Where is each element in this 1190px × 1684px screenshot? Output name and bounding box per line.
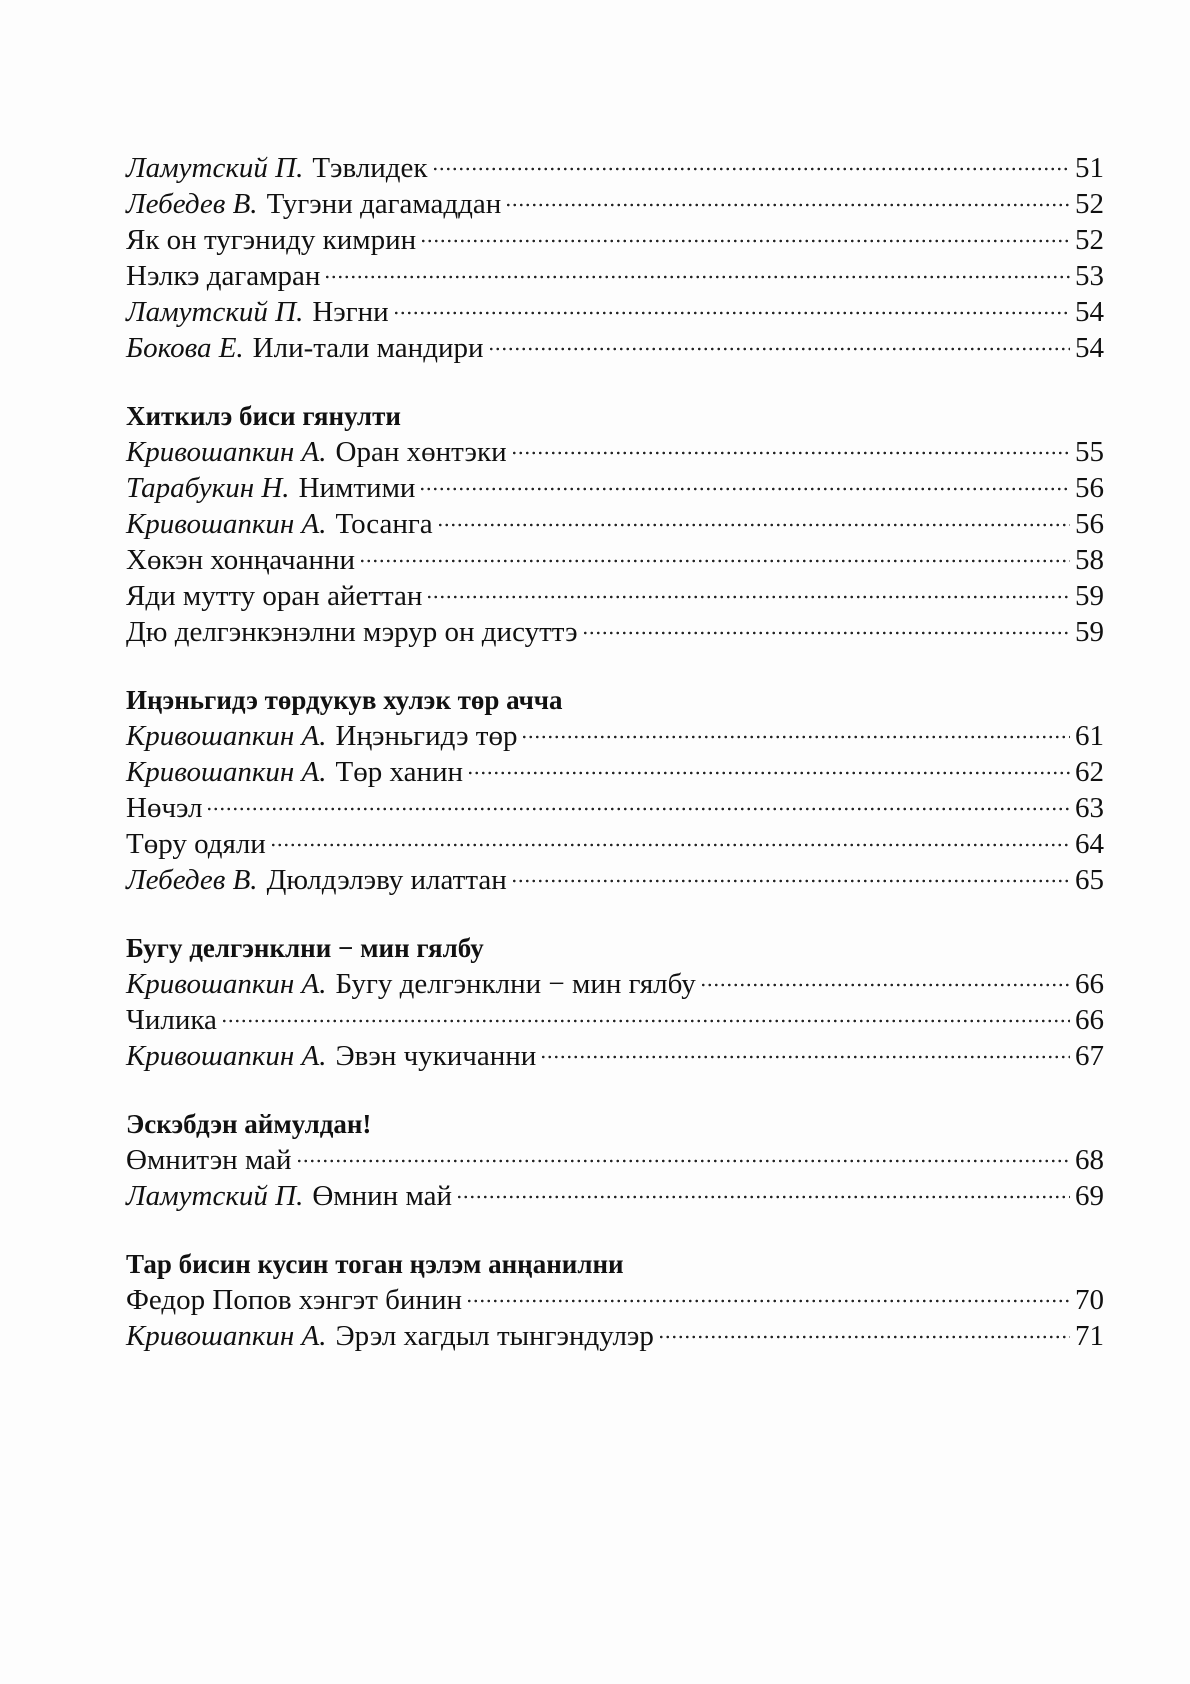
toc-entry <box>126 186 1104 222</box>
toc-entry <box>126 330 1104 366</box>
entry-page-number: 53 <box>1075 260 1104 292</box>
entry-author: Ламутский П. <box>126 1180 304 1212</box>
dot-leader <box>296 1159 1071 1163</box>
entry-author: Ламутский П. <box>126 152 304 184</box>
entry-author: Кривошапкин А. <box>126 1040 327 1072</box>
dot-leader <box>467 771 1070 775</box>
toc-entry <box>126 826 1104 862</box>
toc-entry <box>126 614 1104 650</box>
entry-author: Кривошапкин А. <box>126 436 327 468</box>
entry-page-number: 52 <box>1075 224 1104 256</box>
toc-entry <box>126 862 1104 898</box>
dot-leader <box>426 595 1070 599</box>
dot-leader <box>540 1055 1070 1059</box>
entry-page-number: 61 <box>1075 720 1104 752</box>
entry-page-number: 51 <box>1075 152 1104 184</box>
dot-leader <box>511 879 1070 883</box>
section-heading: Тар бисин кусин тоган ңэлэм анңанилни <box>126 1249 624 1279</box>
entry-page-number: 70 <box>1075 1284 1104 1316</box>
dot-leader <box>432 167 1070 171</box>
entry-author: Кривошапкин А. <box>126 756 327 788</box>
dot-leader <box>324 275 1070 279</box>
entry-title: Чилика <box>126 1004 217 1036</box>
entry-page-number: 66 <box>1075 968 1104 1000</box>
dot-leader <box>700 983 1070 987</box>
section-heading: Бугу делгэнклни − мин гялбу <box>126 933 484 963</box>
toc-entry <box>126 718 1104 754</box>
entry-title: Иңэньгидэ төр <box>335 720 518 752</box>
dot-leader <box>456 1195 1070 1199</box>
dot-leader <box>658 1335 1070 1339</box>
entry-author: Лебедев В. <box>126 864 258 896</box>
entry-title: Дюлдэлэву илаттан <box>266 864 507 896</box>
entry-page-number: 55 <box>1075 436 1104 468</box>
entry-title: Или-тали мандири <box>252 332 484 364</box>
entry-page-number: 56 <box>1075 472 1104 504</box>
entry-author: Кривошапкин А. <box>126 508 327 540</box>
toc-entry <box>126 578 1104 614</box>
toc-section <box>126 1246 1104 1354</box>
toc-entry <box>126 294 1104 330</box>
toc-entry <box>126 966 1104 1002</box>
entry-author: Ламутский П. <box>126 296 304 328</box>
entry-title: Як он тугэниду кимрин <box>126 224 417 256</box>
entry-page-number: 68 <box>1075 1144 1104 1176</box>
entry-page-number: 54 <box>1075 296 1104 328</box>
entry-author: Кривошапкин А. <box>126 968 327 1000</box>
toc-entry <box>126 1318 1104 1354</box>
entry-title: Тэвлидек <box>312 152 428 184</box>
entry-page-number: 67 <box>1075 1040 1104 1072</box>
section-heading: Хиткилэ биси гянулти <box>126 401 401 431</box>
entry-title: Төру одяли <box>126 828 266 860</box>
entry-title: Нимтими <box>298 472 416 504</box>
entry-title: Нөчэл <box>126 792 203 824</box>
dot-leader <box>420 239 1070 243</box>
dot-leader <box>221 1019 1070 1023</box>
toc-entry <box>126 1142 1104 1178</box>
entry-page-number: 66 <box>1075 1004 1104 1036</box>
entry-author: Кривошапкин А. <box>126 720 327 752</box>
toc-entry <box>126 1038 1104 1074</box>
entry-title: Өмнин май <box>312 1180 452 1212</box>
table-of-contents <box>126 150 1104 1386</box>
toc-entry <box>126 754 1104 790</box>
dot-leader <box>521 735 1070 739</box>
entry-title: Хөкэн хонңачанни <box>126 544 356 576</box>
dot-leader <box>505 203 1070 207</box>
entry-title: Тосанга <box>335 508 433 540</box>
entry-title: Төр ханин <box>335 756 464 788</box>
entry-title: Яди мутту оран айеттан <box>126 580 423 612</box>
entry-title: Өмнитэн май <box>126 1144 292 1176</box>
toc-entry <box>126 434 1104 470</box>
entry-page-number: 54 <box>1075 332 1104 364</box>
entry-title: Нэгни <box>312 296 389 328</box>
entry-page-number: 69 <box>1075 1180 1104 1212</box>
entry-page-number: 59 <box>1075 580 1104 612</box>
entry-author: Бокова Е. <box>126 332 244 364</box>
toc-entry <box>126 258 1104 294</box>
toc-section <box>126 398 1104 650</box>
toc-section <box>126 1106 1104 1214</box>
dot-leader <box>582 631 1070 635</box>
section-heading: Иңэньгидэ төрдукув хулэк төр ачча <box>126 685 563 715</box>
toc-entry <box>126 790 1104 826</box>
entry-title: Бугу делгэнклни − мин гялбу <box>335 968 696 1000</box>
entry-page-number: 65 <box>1075 864 1104 896</box>
entry-page-number: 71 <box>1075 1320 1104 1352</box>
dot-leader <box>488 347 1071 351</box>
toc-entry <box>126 1178 1104 1214</box>
toc-entry <box>126 506 1104 542</box>
section-heading: Эскэбдэн аймулдан! <box>126 1109 372 1139</box>
entry-title: Федор Попов хэнгэт бинин <box>126 1284 462 1316</box>
toc-section <box>126 150 1104 366</box>
dot-leader <box>437 523 1070 527</box>
entry-author: Лебедев В. <box>126 188 258 220</box>
entry-page-number: 63 <box>1075 792 1104 824</box>
dot-leader <box>359 559 1070 563</box>
entry-author: Кривошапкин А. <box>126 1320 327 1352</box>
entry-title: Нэлкэ дагамран <box>126 260 321 292</box>
dot-leader <box>270 843 1070 847</box>
toc-section <box>126 682 1104 898</box>
toc-entry <box>126 1002 1104 1038</box>
toc-entry <box>126 1282 1104 1318</box>
toc-entry <box>126 150 1104 186</box>
toc-entry <box>126 470 1104 506</box>
entry-page-number: 56 <box>1075 508 1104 540</box>
dot-leader <box>511 451 1070 455</box>
dot-leader <box>206 807 1070 811</box>
dot-leader <box>393 311 1070 315</box>
entry-page-number: 59 <box>1075 616 1104 648</box>
entry-author: Тарабукин Н. <box>126 472 290 504</box>
entry-page-number: 62 <box>1075 756 1104 788</box>
entry-title: Дю делгэнкэнэлни мэрур он дисуттэ <box>126 616 578 648</box>
entry-title: Эрэл хагдыл тынгэндулэр <box>335 1320 654 1352</box>
entry-page-number: 64 <box>1075 828 1104 860</box>
dot-leader <box>419 487 1070 491</box>
entry-page-number: 52 <box>1075 188 1104 220</box>
toc-entry <box>126 222 1104 258</box>
dot-leader <box>466 1299 1070 1303</box>
entry-title: Эвэн чукичанни <box>335 1040 537 1072</box>
entry-title: Оран хөнтэки <box>335 436 507 468</box>
entry-page-number: 58 <box>1075 544 1104 576</box>
toc-section <box>126 930 1104 1074</box>
entry-title: Тугэни дагамаддан <box>266 188 502 220</box>
toc-entry <box>126 542 1104 578</box>
